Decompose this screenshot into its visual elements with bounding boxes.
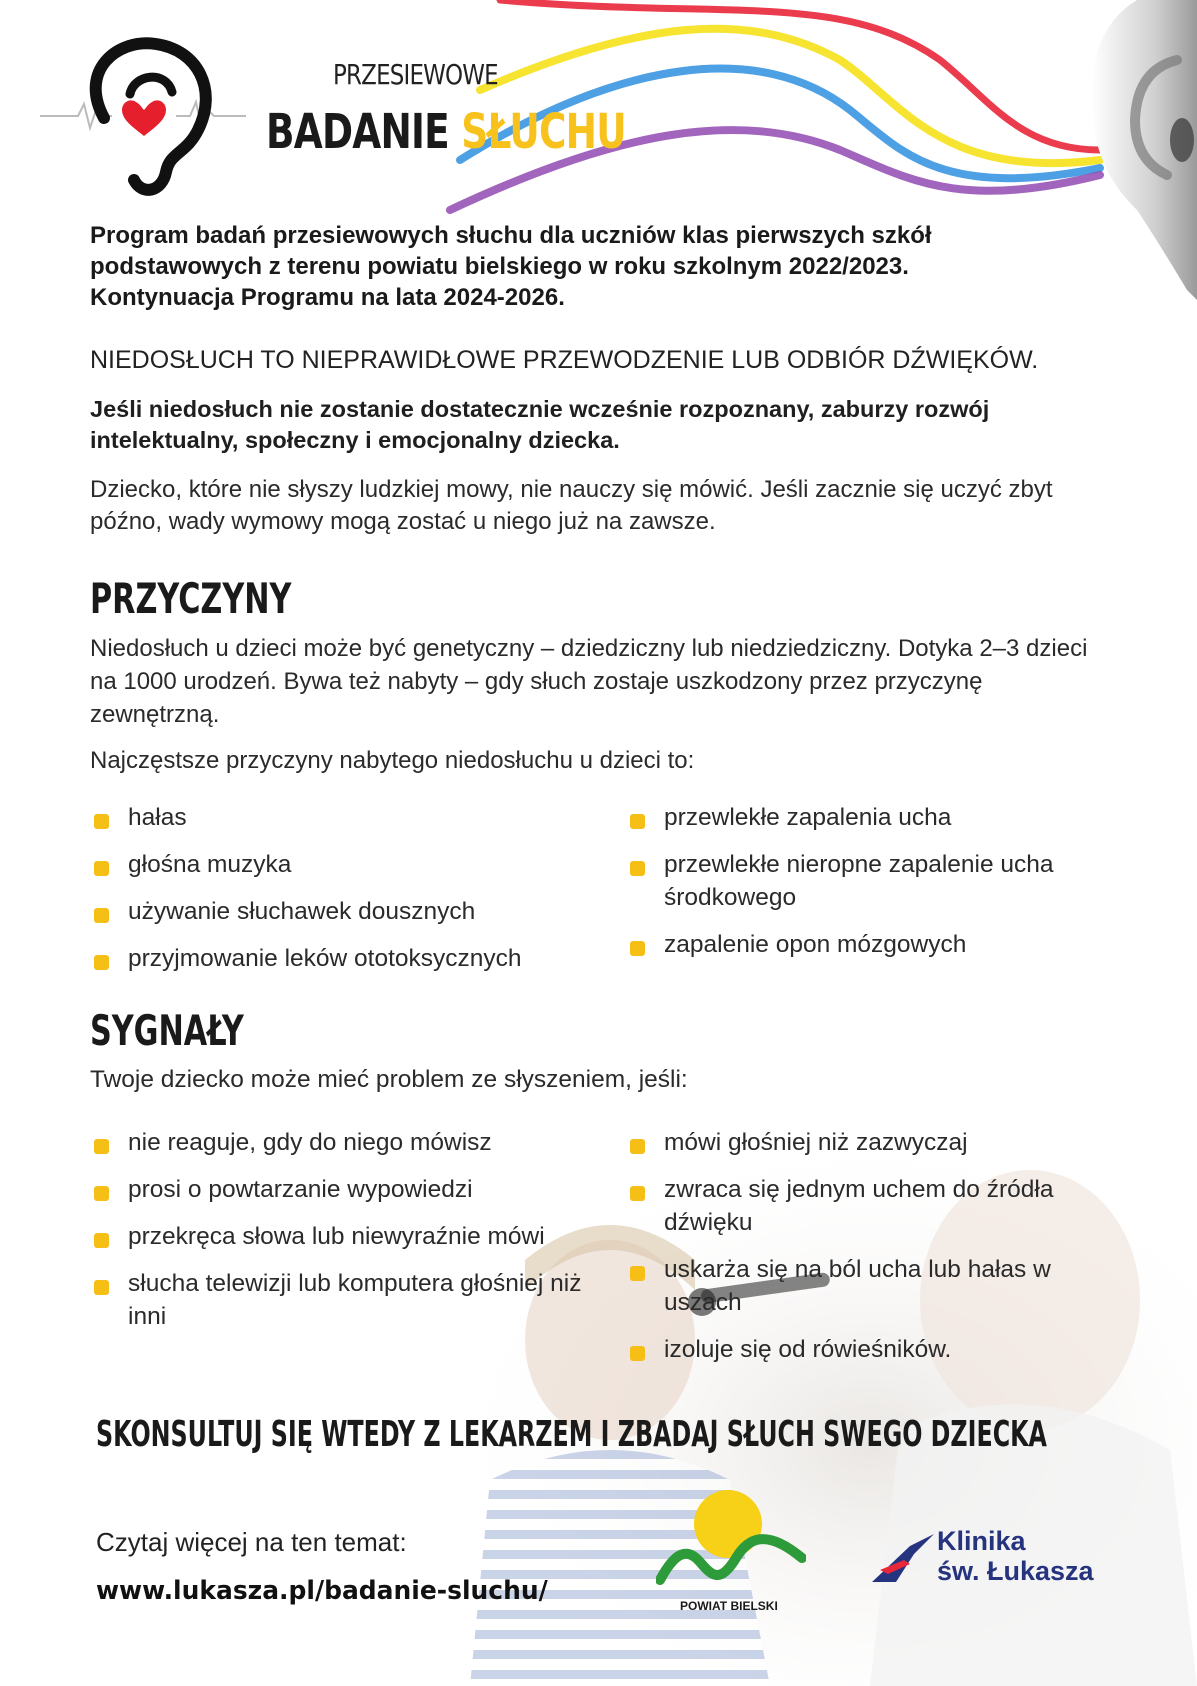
causes-lead: Najczęstsze przyczyny nabytego niedosłuchu u dzieci to: — [90, 747, 695, 774]
list-item: głośna muzyka — [90, 848, 590, 881]
speech-paragraph: Dziecko, które nie słyszy ludzkiej mowy, nie nauczy się mówić. Jeśli zacznie się uczyć zbyt późno, wady wymowy mogą zostać u niego już na zawsze. — [90, 476, 1053, 535]
read-more-label: Czytaj więcej na ten temat: — [96, 1527, 407, 1557]
logo-title — [266, 104, 626, 160]
bullet-square-icon — [94, 814, 109, 829]
klinika-name-line2: św. Łukasza — [937, 1556, 1094, 1586]
list-item: nie reaguje, gdy do niego mówisz — [90, 1126, 610, 1159]
bullet-square-icon — [630, 814, 645, 829]
signals-heading: SYGNAŁY — [90, 1006, 244, 1055]
logo-title-part2: SŁUCHU — [461, 104, 626, 160]
bullet-square-icon — [630, 1139, 645, 1154]
list-item: uskarża się na ból ucha lub hałas w uszach — [626, 1253, 1126, 1319]
list-item: mówi głośniej niż zazwyczaj — [626, 1126, 1126, 1159]
klinika-name-line1: Klinika — [937, 1526, 1026, 1556]
bullet-square-icon — [94, 1280, 109, 1295]
ear-illustration — [1077, 0, 1197, 300]
bullet-square-icon — [94, 861, 109, 876]
bullet-square-icon — [630, 1186, 645, 1201]
bullet-square-icon — [630, 1346, 645, 1361]
causes-heading: PRZYCZYNY — [90, 574, 292, 623]
bullet-square-icon — [94, 908, 109, 923]
bullet-square-icon — [630, 1266, 645, 1281]
list-item: przekręca słowa lub niewyraźnie mówi — [90, 1220, 610, 1253]
list-item: używanie słuchawek dousznych — [90, 895, 590, 928]
causes-list-left — [90, 801, 590, 989]
warning-text: Jeśli niedosłuch nie zostanie dostatecznie wcześnie rozpoznany, zaburzy rozwój intelektualny, społeczny i emocjonalny dziecka. — [90, 396, 990, 453]
signals-lead: Twoje dziecko może mieć problem ze słyszeniem, jeśli: — [90, 1066, 688, 1093]
bullet-square-icon — [630, 941, 645, 956]
powiat-bielski-label: POWIAT BIELSKI — [680, 1599, 778, 1613]
list-item: przewlekłe zapalenia ucha — [626, 801, 1126, 834]
signals-list-right — [626, 1126, 1126, 1380]
intro-text: Program badań przesiewowych słuchu dla uczniów klas pierwszych szkół podstawowych z terenu powiatu bielskiego w roku szkolnym 2022/2023. Kontynuacja Programu na lata 2024-2026. — [90, 222, 932, 311]
powiat-bielski-logo — [656, 1488, 806, 1598]
bullet-square-icon — [94, 1186, 109, 1201]
logo-pre-title: PRZESIEWOWE — [333, 58, 498, 91]
bullet-square-icon — [94, 955, 109, 970]
causes-list-right — [626, 801, 1126, 975]
list-item: przewlekłe nieropne zapalenie ucha środkowego — [626, 848, 1126, 914]
list-item: słucha telewizji lub komputera głośniej niż inni — [90, 1267, 610, 1333]
bullet-square-icon — [94, 1233, 109, 1248]
definition-text: NIEDOSŁUCH TO NIEPRAWIDŁOWE PRZEWODZENIE LUB ODBIÓR DŹWIĘKÓW. — [90, 346, 1039, 374]
causes-text: Niedosłuch u dzieci może być genetyczny – dziedziczny lub niedziedziczny. Dotyka 2–3 dzieci na 1000 urodzeń. Bywa też nabyty – gdy słuch zostaje uszkodzony przez przyczynę zewnętrzną. — [90, 635, 1088, 728]
klinika-swoosh-icon — [870, 1530, 936, 1586]
list-item: hałas — [90, 801, 590, 834]
list-item: izoluje się od rówieśników. — [626, 1333, 1126, 1366]
list-item: zapalenie opon mózgowych — [626, 928, 1126, 961]
list-item: zwraca się jednym uchem do źródła dźwięku — [626, 1173, 1126, 1239]
read-more-link[interactable]: www.lukasza.pl/badanie-sluchu/ — [96, 1576, 548, 1606]
logo-title-part1: BADANIE — [266, 104, 449, 160]
logo-ear-heart-icon — [38, 30, 248, 200]
bullet-square-icon — [630, 861, 645, 876]
list-item: prosi o powtarzanie wypowiedzi — [90, 1173, 610, 1206]
klinika-name — [937, 1526, 1094, 1586]
list-item: przyjmowanie leków ototoksycznych — [90, 942, 590, 975]
consult-heading: SKONSULTUJ SIĘ WTEDY Z LEKARZEM I ZBADAJ SŁUCH SWEGO DZIECKA — [96, 1414, 1047, 1455]
signals-list-left — [90, 1126, 610, 1347]
bullet-square-icon — [94, 1139, 109, 1154]
